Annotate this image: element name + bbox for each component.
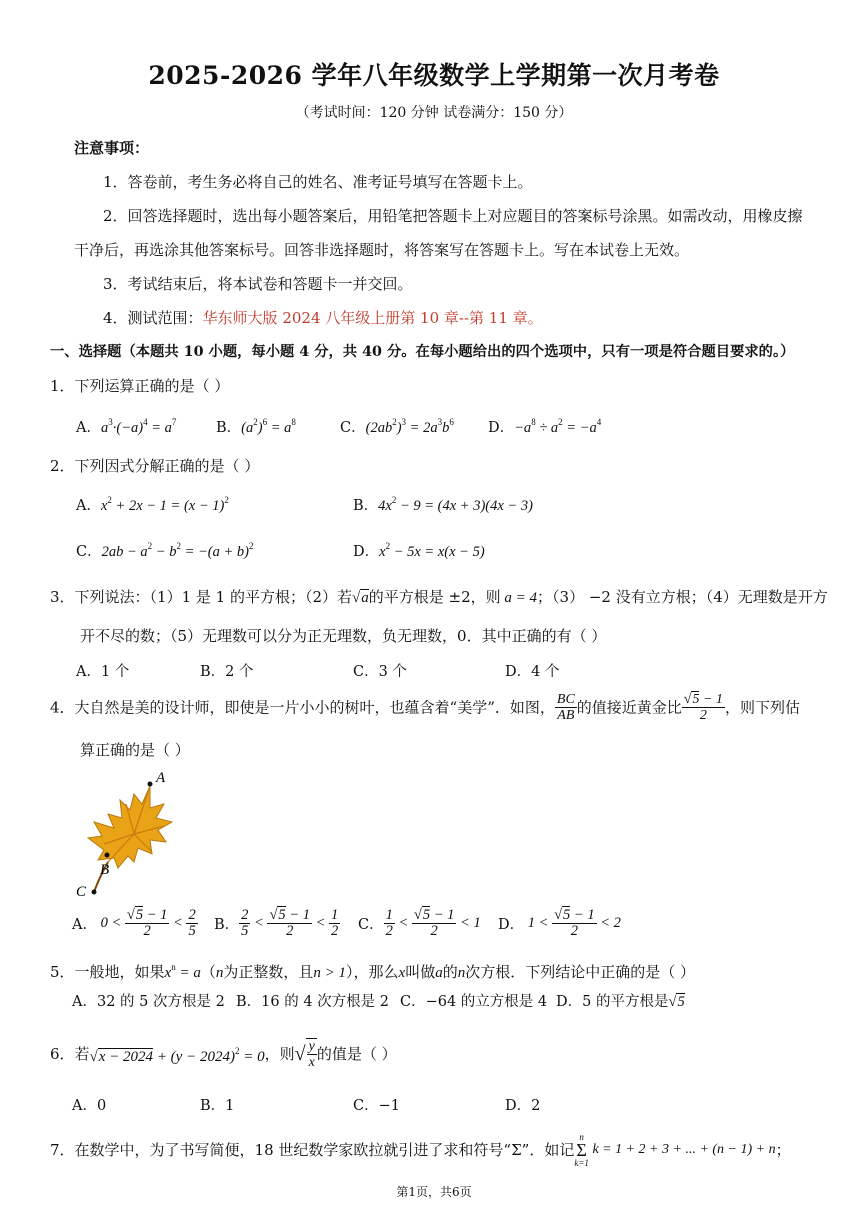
label-a: A	[156, 770, 166, 786]
q3-option-c: C．3 个	[353, 664, 407, 680]
notice-item-3: 3．考试结束后，将本试卷和答题卡一并交回。	[103, 275, 413, 293]
q4-option-a: A． 0 < $\frac{√5 - 1}{2}$ < $\frac{2}{5}$	[72, 907, 196, 939]
q2-option-a: A．$x^2 + 2x - 1 = (x - 1)^2$	[76, 495, 229, 514]
question-1-stem: 1．下列运算正确的是（ ）	[50, 377, 230, 395]
q6-option-a: A．0	[72, 1098, 107, 1114]
q3-option-b: B．2 个	[200, 664, 254, 680]
q1-option-d: D．$-a^8 \div a^2 = -a^4$	[488, 417, 602, 436]
q6-option-b: B．1	[200, 1098, 235, 1114]
maple-leaf-figure	[64, 764, 184, 900]
q1-option-a: A．$a^3\cdot(-a)^4 = a^7$	[76, 417, 177, 436]
question-3-stem: 3．下列说法：（1）1 是 1 的平方根；（2）若√a的平方根是 ±2，则 a = 4；（3） −2 没有立方根；（4）无理数是开方	[50, 588, 828, 606]
section-1-heading: 一、选择题（本题共 10 小题，每小题 4 分，共 40 分。在每小题给出的四个选项中，只有一项是符合题目要求的。）	[50, 344, 795, 360]
q5-option-b: B．16 的 4 次方根是 2	[236, 994, 389, 1010]
q5-option-a: A．32 的 5 次方根是 2	[72, 994, 225, 1010]
q4-option-d: D． 1 < $\frac{√5 - 1}{2}$ < 2	[498, 907, 621, 939]
question-3-stem-cont: 开不尽的数；（5）无理数可以分为正无理数，负无理数，0．其中正确的有（ ）	[80, 627, 607, 645]
q2-option-b: B．$4x^2 - 9 = (4x + 3)(4x - 3)$	[353, 495, 533, 514]
notice-item-1: 1．答卷前，考生务必将自己的姓名、准考证号填写在答题卡上。	[103, 173, 533, 191]
notice-heading: 注意事项：	[74, 139, 150, 157]
page-number: 第1页，共6页	[396, 1185, 472, 1199]
q4-option-b: B． $\frac{2}{5}$ < $\frac{√5 - 1}{2}$ < $\frac{1}{2}$	[214, 907, 339, 939]
label-b: B	[100, 862, 110, 878]
q1-option-b: B．$(a^2)^6 = a^8$	[216, 417, 296, 436]
q2-option-d: D．$x^2 - 5x = x(x - 5)$	[353, 541, 485, 560]
q6-option-d: D．2	[505, 1098, 541, 1114]
q5-option-d: D．5 的平方根是√5	[556, 994, 685, 1010]
point-c-dot	[92, 890, 97, 895]
point-b-dot	[105, 853, 110, 858]
page-title: 2025-2026 学年八年级数学上学期第一次月考卷	[148, 61, 720, 90]
notice-item-2-cont: 干净后，再选涂其他答案标号。回答非选择题时，将答案写在答题卡上。写在本试卷上无效。	[74, 241, 690, 259]
notice-item-4	[103, 307, 543, 329]
question-5-stem: 5．一般地，如果$x^n = a(n$为正整数，且n > 1），那么x叫做a的n次方根．下列结论中正确的是（ ）	[50, 962, 695, 981]
q2-option-c: C．$2ab - a^2 - b^2 = -(a + b)^2$	[76, 541, 254, 560]
question-7-stem: 7．在数学中，为了书写简便，18 世纪数学家欧拉就引进了求和符号“Σ”．如记 n Σ k=1 k = 1 + 2 + 3 + ... + (n − 1) + n；	[50, 1132, 791, 1168]
notice-item-2: 2．回答选择题时，选出每小题答案后，用铅笔把答题卡上对应题目的答案标号涂黑。如需改动，用橡皮擦	[103, 207, 803, 225]
q4-option-c: C． $\frac{1}{2}$ < $\frac{√5 - 1}{2}$ < 1	[358, 907, 481, 939]
q3-option-d: D．4 个	[505, 664, 560, 680]
scope-value: 华东师大版 2024 八年级上册第 10 章--第 11 章。	[202, 309, 543, 327]
q3-option-a: A．1 个	[76, 664, 130, 680]
label-c: C	[76, 884, 87, 900]
q6-option-c: C．−1	[353, 1098, 400, 1114]
question-6-stem: 6．若$√x - 2024 + (y - 2024)^2 = 0$，则√ $\frac{y}{x}$ 的值是（ ）	[50, 1039, 397, 1070]
point-a-dot	[148, 782, 153, 787]
question-4-stem-cont: 算正确的是（ ）	[80, 741, 190, 759]
scope-label: 4．测试范围：	[103, 309, 203, 327]
question-2-stem: 2．下列因式分解正确的是（ ）	[50, 457, 260, 475]
exam-info: （考试时间：120 分钟 试卷满分：150 分）	[295, 105, 573, 121]
q5-option-c: C．−64 的立方根是 4	[400, 994, 548, 1010]
question-4-stem: 4．大自然是美的设计师，即使是一片小小的树叶，也蕴含着“美学”．如图， $\frac{BC}{AB}$ 的值接近黄金比 $\frac{√5 - 1}{2}$ ，则下列估	[50, 692, 800, 723]
q1-option-c: C．$(2ab^2)^3 = 2a^3b^6$	[340, 417, 454, 436]
